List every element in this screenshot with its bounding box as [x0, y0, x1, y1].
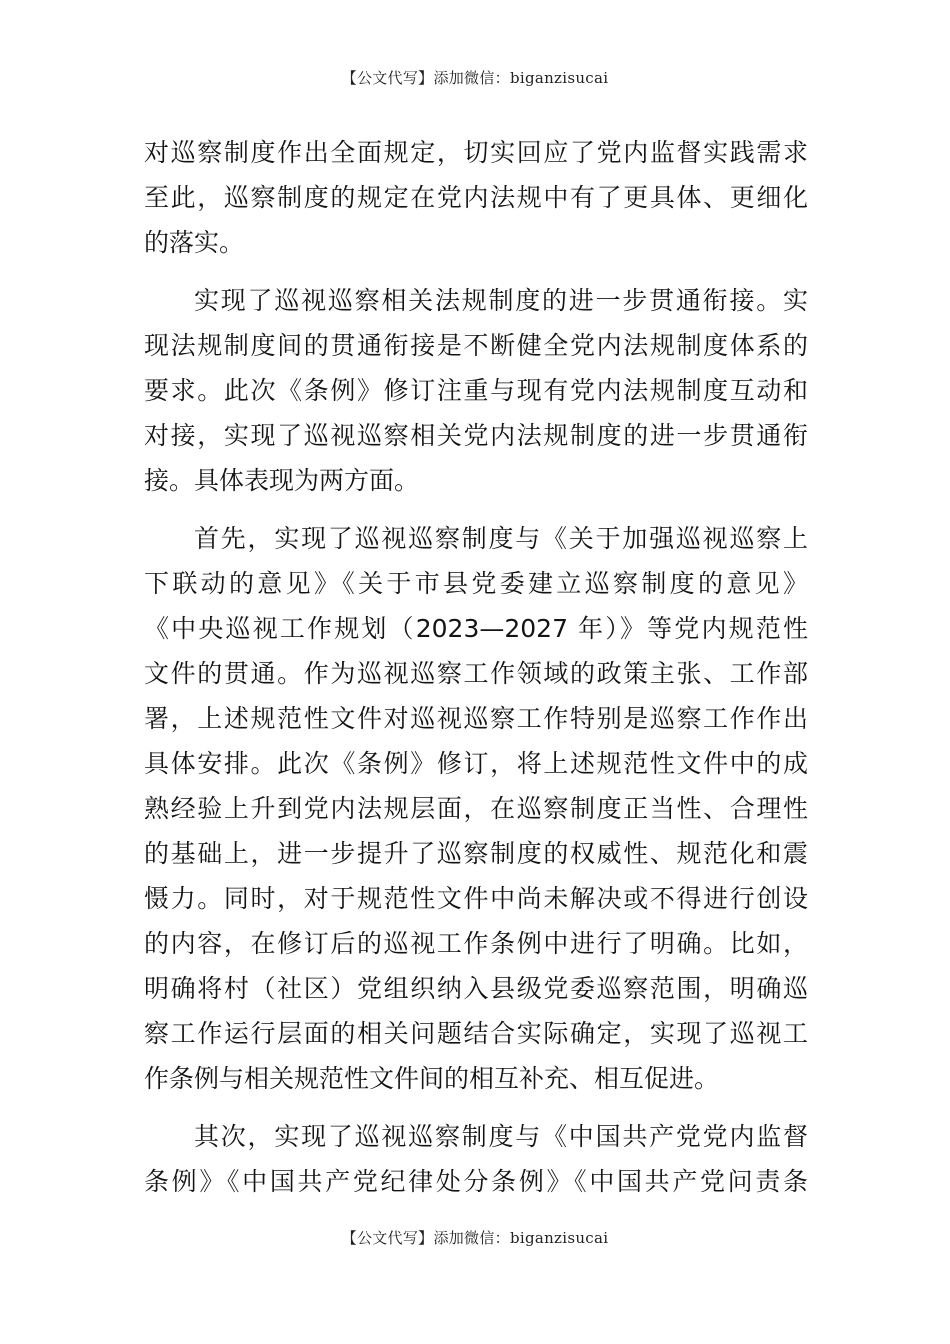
paragraph — [144, 1114, 808, 1204]
text-line: 下联动的意见》《关于市县党委建立巡察制度的意见》 — [144, 569, 808, 598]
paragraph-gap — [144, 1101, 808, 1114]
text-line: 的落实。 — [144, 228, 245, 257]
text-line: 现法规制度间的贯通衔接是不断健全党内法规制度体系的 — [144, 331, 808, 360]
text-line: 其次，实现了巡视巡察制度与《中国共产党党内监督 — [194, 1122, 808, 1151]
page-footer-note: 【公文代写】添加微信：biganzisucai — [341, 1229, 609, 1247]
text-line: 的基础上，进一步提升了巡察制度的权威性、规范化和震 — [144, 839, 808, 868]
text-line: 条例》《中国共产党纪律处分条例》《中国共产党问责条 — [144, 1167, 808, 1196]
text-line: 至此，巡察制度的规定在党内法规中有了更具体、更细化 — [144, 183, 808, 212]
document-body — [144, 130, 808, 1204]
text-line: 的内容，在修订后的巡视工作条例中进行了明确。比如， — [144, 929, 808, 958]
text-line: 明确将村（社区）党组织纳入县级党委巡察范围，明确巡 — [144, 974, 808, 1003]
page-header-note: 【公文代写】添加微信：biganzisucai — [341, 69, 609, 87]
text-line: 慑力。同时，对于规范性文件中尚未解决或不得进行创设 — [144, 884, 808, 913]
text-line: 《中央巡视工作规划（2023—2027 年）》等党内规范性 — [144, 614, 808, 643]
paragraph — [144, 516, 808, 1101]
text-line: 首先，实现了巡视巡察制度与《关于加强巡视巡察上 — [194, 524, 808, 553]
paragraph-gap — [144, 265, 808, 278]
text-line: 对巡察制度作出全面规定，切实回应了党内监督实践需求 — [144, 138, 808, 167]
text-line: 接。具体表现为两方面。 — [144, 466, 420, 495]
text-line: 文件的贯通。作为巡视巡察工作领域的政策主张、工作部 — [144, 659, 808, 688]
text-line: 作条例与相关规范性文件间的相互补充、相互促进。 — [144, 1064, 720, 1093]
text-line: 具体安排。此次《条例》修订，将上述规范性文件中的成 — [144, 749, 808, 778]
text-line: 实现了巡视巡察相关法规制度的进一步贯通衔接。实 — [194, 286, 808, 315]
text-line: 署，上述规范性文件对巡视巡察工作特别是巡察工作作出 — [144, 704, 808, 733]
paragraph — [144, 278, 808, 503]
text-line: 熟经验上升到党内法规层面，在巡察制度正当性、合理性 — [144, 794, 808, 823]
text-line: 要求。此次《条例》修订注重与现有党内法规制度互动和 — [144, 376, 808, 405]
paragraph-gap — [144, 503, 808, 516]
paragraph — [144, 130, 808, 265]
text-line: 察工作运行层面的相关问题结合实际确定，实现了巡视工 — [144, 1019, 808, 1048]
text-line: 对接，实现了巡视巡察相关党内法规制度的进一步贯通衔 — [144, 421, 808, 450]
